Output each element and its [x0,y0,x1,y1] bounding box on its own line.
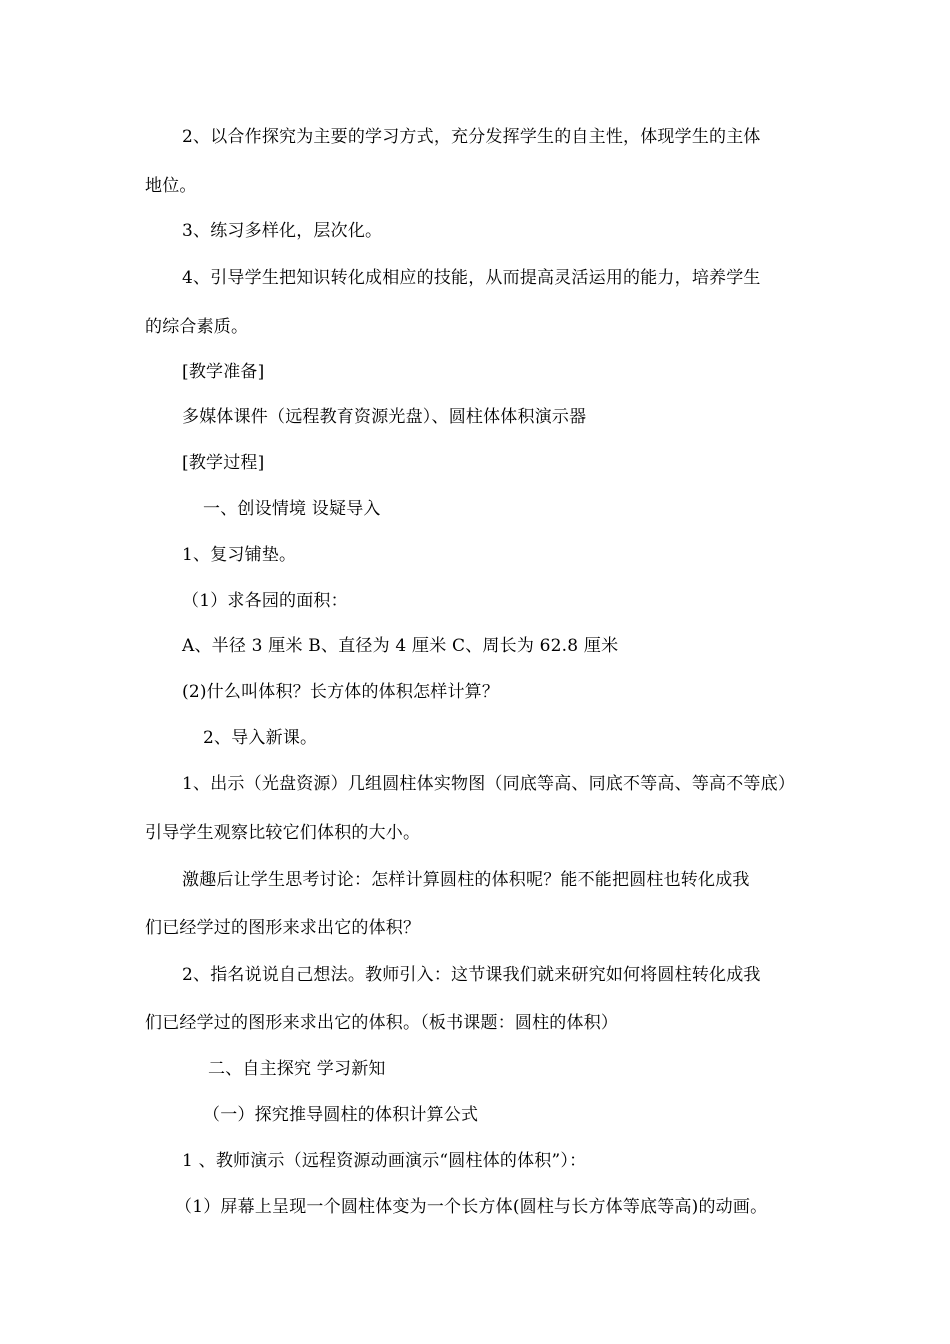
text-line: 1 、教师演示（远程资源动画演示“圆柱体的体积”）： [182,1151,587,1171]
text-line: 3、练习多样化，层次化。 [182,221,383,241]
text-line: 1、出示（光盘资源）几组圆柱体实物图（同底等高、同底不等高、等高不等底） [182,774,796,794]
text-line: 2、指名说说自己想法。教师引入：这节课我们就来研究如何将圆柱转化成我 [182,965,761,985]
text-line: 2、导入新课。 [203,728,318,748]
text-line: （1）屏幕上呈现一个圆柱体变为一个长方体(圆柱与长方体等底等高)的动画。 [175,1197,768,1217]
text-line: 2、以合作探究为主要的学习方式，充分发挥学生的自主性，体现学生的主体 [182,127,761,147]
text-line: （1）求各园的面积： [182,591,348,611]
text-line: 多媒体课件（远程教育资源光盘）、圆柱体体积演示器 [182,407,587,427]
text-line: 1、复习铺垫。 [182,545,297,565]
text-line: 地位。 [145,176,197,196]
section-heading: 一、创设情境 设疑导入 [203,499,381,519]
text-line: A、半径 3 厘米 B、直径为 4 厘米 C、周长为 62.8 厘米 [182,636,619,656]
section-heading: （一）探究推导圆柱的体积计算公式 [203,1105,479,1125]
text-line: 们已经学过的图形来求出它的体积？ [145,918,421,938]
text-line: 的综合素质。 [145,317,249,337]
text-line: 们已经学过的图形来求出它的体积。（板书课题：圆柱的体积） [145,1013,619,1033]
text-line: 引导学生观察比较它们体积的大小。 [145,823,421,843]
text-line: (2)什么叫体积？长方体的体积怎样计算？ [182,682,500,702]
text-line: 激趣后让学生思考讨论：怎样计算圆柱的体积呢？能不能把圆柱也转化成我 [182,870,750,890]
text-line: 4、引导学生把知识转化成相应的技能，从而提高灵活运用的能力，培养学生 [182,268,761,288]
section-heading: [教学准备] [182,362,265,382]
section-heading: [教学过程] [182,453,265,473]
section-heading: 二、自主探究 学习新知 [208,1059,386,1079]
